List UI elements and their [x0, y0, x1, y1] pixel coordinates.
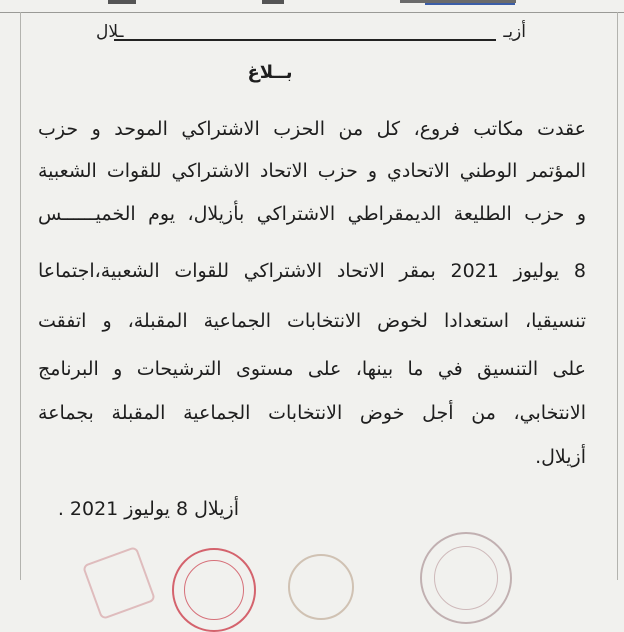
body-line: على التنسيق في ما بينها، على مستوى الترشيحات و البرنامج: [38, 358, 586, 380]
body-line: 8 يوليوز 2021 بمقر الاتحاد الاشتراكي للقوات الشعبية،اجتماعا: [38, 260, 586, 282]
cropped-header-mark-center: [262, 0, 284, 4]
signing-place-date: أزيلال 8 يوليوز 2021 .: [57, 498, 239, 520]
body-line: الانتخابي، من أجل خوض الانتخابات الجماعية المقبلة بجماعة: [38, 402, 586, 424]
party-stamp: [172, 548, 256, 632]
body-line: المؤتمر الوطني الاتحادي و حزب الاتحاد الاشتراكي للقوات الشعبية: [38, 160, 586, 182]
party-stamp: [288, 554, 354, 620]
party-stamp: [420, 532, 512, 624]
cropped-header-mark-left: [108, 0, 136, 4]
party-stamp: [82, 546, 156, 620]
city-header-stretch-line: [114, 39, 496, 41]
cropped-header-underline: [425, 3, 515, 5]
page-title: بــلاغ: [247, 62, 293, 83]
city-header-end: ـلال: [96, 22, 124, 42]
page-right-border: [617, 12, 618, 580]
body-line: أزيلال.: [535, 446, 586, 468]
body-line: عقدت مكاتب فروع، كل من الحزب الاشتراكي الموحد و حزب: [38, 118, 586, 140]
city-header-start: أزيـ: [503, 22, 526, 42]
body-line: و حزب الطليعة الديمقراطي الاشتراكي بأزيلال، يوم الخميــــــس: [38, 203, 586, 225]
page-top-border: [0, 12, 624, 13]
city-header: [96, 20, 526, 46]
body-line: تنسيقيا، استعدادا لخوض الانتخابات الجماعية المقبلة، و اتفقت: [38, 310, 586, 332]
page-left-border: [20, 12, 21, 580]
